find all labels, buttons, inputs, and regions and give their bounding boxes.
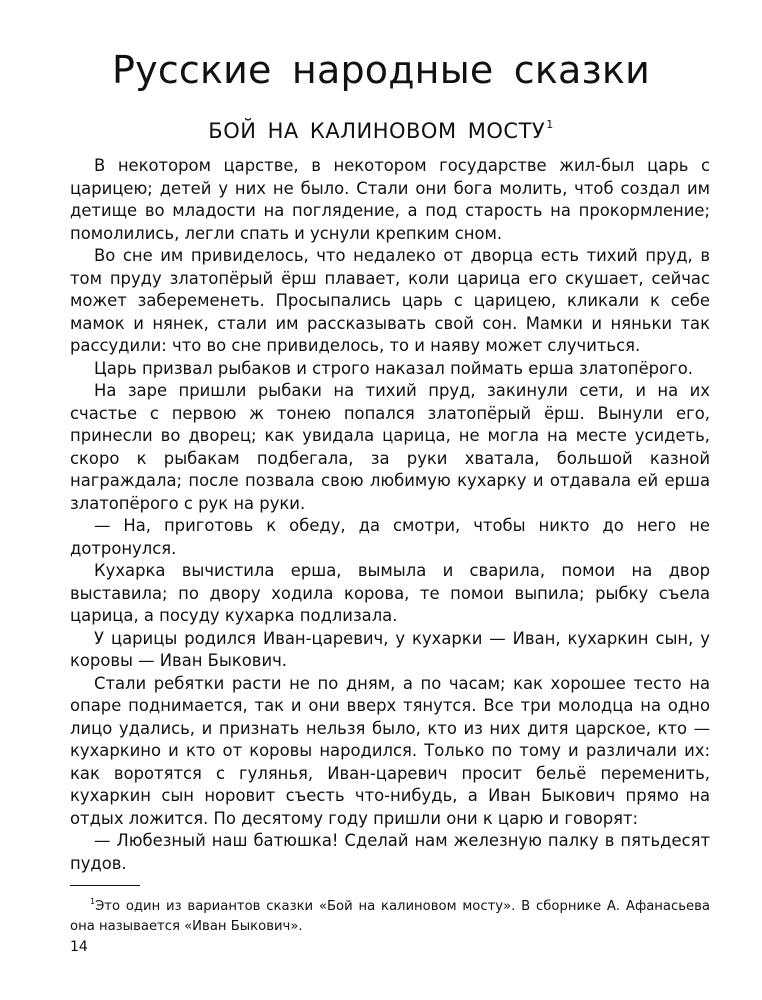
paragraph: Стали ребятки расти не по дням, а по часам; как хорошее тесто на опаре поднимается, так и они вверх тянутся. Все три молодца на одно лицо удались, и признать нельзя было, кто из них дитя царское, кто — кухаркино и кто от коровы народился. Только по тому и различали их: как воротятся с гулянья, Иван-царевич просит бельё переменить, кухаркин сын норовит съесть что-нибудь, а Иван Быкович прямо на отдых ложится. По десятому году пришли они к царю и говорят: bbox=[70, 673, 710, 828]
chapter-title bbox=[0, 118, 762, 143]
footnote bbox=[70, 892, 710, 937]
footnote-text: Это один из вариантов сказки «Бой на калиновом мосту». В сборнике А. Афанасьева она называется «Иван Быкович». bbox=[70, 899, 710, 934]
paragraph: У царицы родился Иван-царевич, у кухарки — Иван, кухаркин сын, у коровы — Иван Быкович. bbox=[70, 628, 710, 670]
book-title: Русские народные сказки bbox=[112, 48, 650, 92]
paragraph: Царь призвал рыбаков и строго наказал поймать ерша златопёрого. bbox=[94, 358, 693, 378]
paragraph: В некотором царстве, в некотором государстве жил-был царь с царицею; детей у них не было. Стали они бога молить, чтоб создал им детище во младости на поглядение, а под старость на прокормление; помолились, легли спать и уснули крепким сном. bbox=[70, 156, 710, 243]
paragraph: — Любезный наш батюшка! Сделай нам железную палку в пятьдесят пудов. bbox=[70, 831, 710, 873]
story-text bbox=[70, 155, 710, 875]
paragraph: Во сне им привиделось, что недалеко от дворца есть тихий пруд, в том пруду златопёрый ёрш плавает, коли царица его скушает, сейчас может забеременеть. Просыпались царь с царицею, кликали к себе мамок и нянек, стали им рассказывать свой сон. Мамки и няньки так рассудили: что во сне привиделось, то и наяву может случиться. bbox=[70, 246, 710, 355]
footnote-marker: 1 bbox=[90, 897, 96, 906]
page-number: 14 bbox=[70, 939, 88, 955]
paragraph: Кухарка вычистила ерша, вымыла и сварила, помои на двор выставила; по двору ходила корова, те помои выпила; рыбку съела царица, а посуду кухарка подлизала. bbox=[70, 561, 710, 625]
chapter-title-text: БОЙ НА КАЛИНОВОМ МОСТУ bbox=[208, 119, 546, 143]
footnote-divider bbox=[70, 885, 140, 886]
paragraph: — На, приготовь к обеду, да смотри, чтобы никто до него не дотронулся. bbox=[70, 516, 710, 558]
footnote-reference[interactable]: 1 bbox=[546, 118, 554, 131]
paragraph: На заре пришли рыбаки на тихий пруд, закинули сети, и на их счастье с первою ж тонею попался златопёрый ёрш. Вынули его, принесли во дворец; как увидала царица, не могла на месте усидеть, скоро к рыбакам подбегала, за руки хватала, большой казной награждала; после позвала свою любимую кухарку и отдавала ей ерша златопёрого с рук на руки. bbox=[70, 381, 710, 513]
